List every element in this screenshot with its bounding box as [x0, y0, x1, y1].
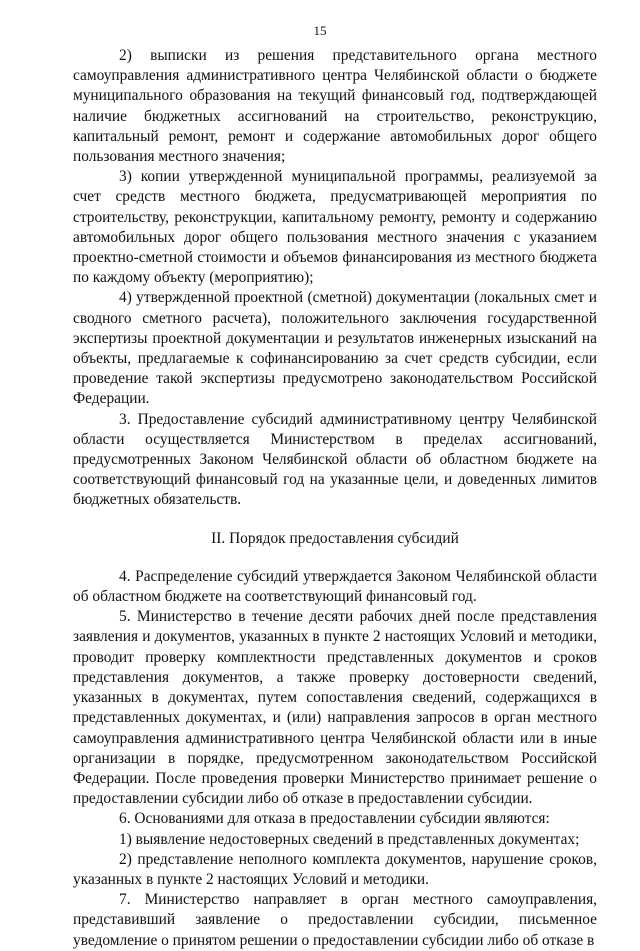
paragraph-point-6-refusal-grounds: 6. Основаниями для отказа в предоставлении субсидии являются:: [119, 810, 550, 828]
paragraph-item-2-bank-statement: 2) выписки из решения представительного органа местного самоуправления административного центра Челябинской области о бюджете муниципального образования на текущий финансовый год, подтверждающей наличие бюджетных ассигнований на строительство, реконструкцию, капитальный ремонт, ремонт и содержание автомобильных дорог общего пользования местного значения;: [73, 47, 597, 166]
paragraph-item-4-project-documentation: 4) утвержденной проектной (сметной) документации (локальных смет и сводного сметного расчета), положительного заключения государственной экспертизы проектной документации и результатов инженерных изысканий на объекты, предлагаемые к софинансированию за счет средств субсидии, если проведение такой экспертизы предусмотрено законодательством Российской Федерации.: [73, 289, 597, 408]
document-body: [73, 46, 597, 951]
paragraph-point-4-distribution: 4. Распределение субсидий утверждается Законом Челябинской области об областном бюджете на соответствующий финансовый год.: [73, 567, 597, 606]
paragraph-item-3-program-copies: 3) копии утвержденной муниципальной программы, реализуемой за счет средств местного бюджета, предусматривающей мероприятия по строительству, реконструкции, капитальному ремонту, ремонту и содержанию автомобильных дорог общего пользования местного значения с указанием проектно-сметной стоимости и объемов финансирования из местного бюджета по каждому объекту (мероприятию);: [73, 168, 597, 287]
paragraph-refusal-item-1: 1) выявление недостоверных сведений в представленных документах;: [119, 830, 580, 848]
paragraph-point-7-notification: 7. Министерство направляет в орган местного самоуправления, представивший заявление о предоставлении субсидии, письменное уведомление о принятом решении о предоставлении субсидии либо об отказе в: [73, 891, 597, 949]
section-heading: II. Порядок предоставления субсидий: [211, 529, 459, 547]
paragraph-point-3-subsidy-provision: 3. Предоставление субсидий административному центру Челябинской области осуществляется Министерством в пределах ассигнований, предусмотренных Законом Челябинской области об областном бюджете на соответствующий финансовый год на указанные цели, и доведенных лимитов бюджетных обязательств.: [73, 410, 597, 509]
paragraph-refusal-item-2: 2) представление неполного комплекта документов, нарушение сроков, указанных в пункте 2 настоящих Условий и методики.: [73, 850, 597, 888]
paragraph-point-5-verification: 5. Министерство в течение десяти рабочих дней после представления заявления и документов, указанных в пункте 2 настоящих Условий и методики, проводит проверку комплектности представленных документов и сроков представления документов, а также проверку достоверности сведений, указанных в документах, путем сопоставления сведений, содержащихся в представленных документах, и (или) направления запросов в орган местного самоуправления административного центра Челябинской области или в иные организации в порядке, предусмотренном законодательством Российской Федерации. После проведения проверки Министерство принимает решение о предоставлении субсидии либо об отказе в предоставлении субсидии.: [73, 608, 597, 808]
page-number: 15: [313, 23, 327, 38]
